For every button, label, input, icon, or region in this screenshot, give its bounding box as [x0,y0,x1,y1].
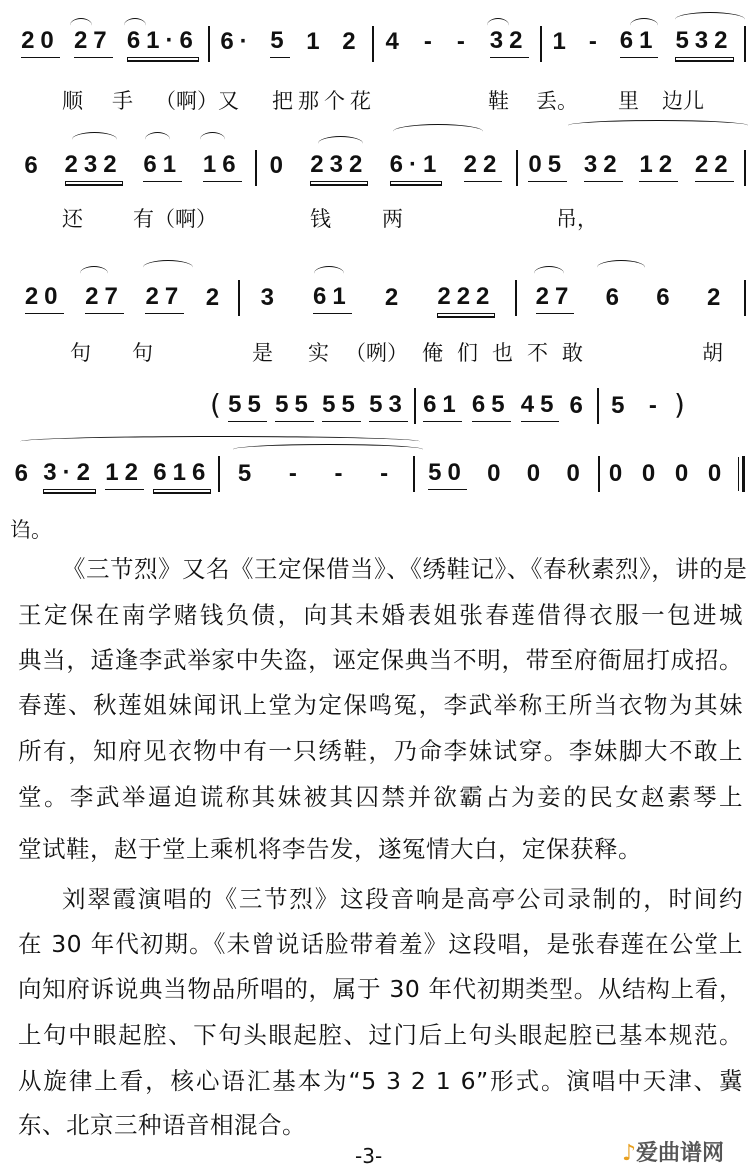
measure [376,28,538,58]
note-group: 22 [695,152,734,182]
slur-mark [314,266,344,281]
note-group: 0 [707,460,728,487]
barline [598,456,600,492]
barline [742,456,745,492]
lyric: 有（啊） [133,207,217,231]
measure [224,392,412,422]
lyric: 实 [308,341,329,365]
note-group: 55 [228,392,267,422]
note-group: 12 [639,152,678,182]
note-group: 0 [566,460,586,487]
note-group: - [380,460,395,487]
note-group: 3·2 [43,460,96,490]
note-group: 61 [143,152,182,182]
lyric: （咧） [345,341,408,365]
lyric: 边儿 [662,89,704,113]
note-group: - [648,392,663,419]
measure [212,28,370,58]
lyric: 鞋 [488,89,509,113]
text-line: 在 30 年代初期。《未曾说话脸带着羞》这段唱，是张春莲在公堂上 [18,930,743,958]
slur-mark [233,444,423,455]
lyric: 丢。 [536,89,578,113]
note-group: 2 [706,284,727,311]
note-group: 5 [237,460,258,487]
lyric: 两 [382,207,403,231]
note-group: 6 [24,152,44,179]
measure [222,460,410,490]
note-group: 6·1 [390,152,443,182]
note-group: 0 [641,460,662,487]
text-line: 东、北京三种语音相混合。 [18,1111,306,1139]
note-group: 27 [536,284,575,314]
note-group: 61 [620,28,659,58]
measure [418,460,596,490]
note-group: 6 [605,284,625,311]
note-group: - [456,28,471,55]
barline [218,456,220,492]
text-line: 向知府诉说典当物品所唱的，属于 30 年代初期类型。从结构上看， [18,975,743,1003]
text-line: 《三节烈》又名《王定保借当》、《绣鞋记》、《春秋素烈》，讲的是 [62,555,748,583]
note-group: 45 [521,392,560,422]
barline [744,280,746,316]
note-group: 32 [584,152,623,182]
note-group: 6 [14,460,34,487]
barline [597,388,599,424]
note-group: 22 [464,152,503,182]
watermark-text: 爱曲谱网 [636,1141,725,1166]
note-group: 6· [220,28,254,55]
lyric: 吊， [556,207,598,231]
note-group: 616 [153,460,211,490]
note-group: - [588,28,603,55]
lyric: 胡 [702,341,723,365]
note-group: 20 [25,284,64,314]
lyric: 把那个花 [272,89,376,113]
slur-mark [143,260,193,275]
note-group: 2 [384,284,405,311]
note-group: 50 [428,460,467,490]
measure [259,152,513,182]
note-group: 61 [313,284,352,314]
barline [372,26,374,62]
barline [414,388,416,424]
note-group: 16 [203,152,242,182]
slur-mark [318,136,363,151]
text-line: 所有，知府见衣物中有一只绣鞋，乃命李妹试穿。李妹脚大不敢上 [18,737,743,765]
lyric: 手 [112,89,133,113]
note-group: 5 [270,28,289,58]
lyric: （啊）又 [155,89,239,113]
text-line: 刘翠霞演唱的《三节烈》这段音响是高亭公司录制的，时间约 [62,885,743,913]
note-group: 55 [275,392,314,422]
lyric: 顺 [62,89,83,113]
note-group: 0 [608,460,629,487]
barline [255,150,257,186]
note-group: 27 [85,284,124,314]
measure [520,284,742,314]
measure [602,460,734,490]
text-line: 堂试鞋，赵于堂上乘机将李告发，遂冤情大白，定保获释。 [18,835,642,863]
note-group: 12 [105,460,144,490]
measure [14,284,236,314]
slur-mark [568,120,748,131]
barline [238,280,240,316]
measure [14,152,252,182]
barline [208,26,210,62]
lyric: 诌。 [10,518,52,542]
close-paren: ) [674,388,685,421]
note-group: 222 [437,284,495,314]
measure [602,392,672,422]
open-paren: ( [210,388,221,421]
lyric: 是 [252,341,273,365]
lyric: 句 [132,341,153,365]
slur-mark [393,124,483,139]
lyric: 俺们也不敢 [422,341,597,365]
slur-mark [597,260,645,275]
slur-mark [80,266,108,281]
text-line: 上句中眼起腔、下句头眼起腔、过门后上句头眼起腔已基本规范。 [18,1021,743,1049]
measure [14,28,206,58]
note-group: 05 [528,152,567,182]
note-group: 55 [322,392,361,422]
measure [244,284,512,314]
barline [515,280,517,316]
slur-mark [200,132,225,147]
slur-mark [72,132,117,147]
slur-mark [145,132,170,147]
note-group: 0 [269,152,289,179]
note-group: 27 [145,284,184,314]
text-line: 从旋律上看，核心语汇基本为“5 3 2 1 6”形式。演唱中天津、冀 [18,1067,743,1095]
note-group: 3 [260,284,280,311]
barline [413,456,415,492]
note-group: 232 [65,152,123,182]
slur-mark [534,266,564,281]
text-line: 王定保在南学赌钱负债，向其未婚表姐张春莲借得衣服一包进城 [18,601,743,629]
note-group: 1 [552,28,572,55]
text-line: 典当，适逢李武举家中失盗，诬定保典当不明，带至府衙屈打成招。 [18,646,743,674]
note-group: 6 [656,284,676,311]
note-group: 53 [369,392,408,422]
note-group: 2 [205,284,226,311]
note-group: 27 [74,28,113,58]
note-group: 0 [487,460,507,487]
music-note-icon: ♪ [622,1141,637,1166]
note-group: 1 [306,28,326,55]
note-group: - [334,460,349,487]
text-line: 春莲、秋莲姐妹闻讯上堂为定保鸣冤，李武举称王所当衣物为其妹 [18,691,743,719]
slur-mark [675,12,745,27]
note-group: - [423,28,438,55]
measure [10,460,216,490]
watermark [622,1136,724,1166]
measure [544,28,742,58]
note-group: 5 [611,392,631,419]
note-group: 0 [674,460,695,487]
barline [540,26,542,62]
note-group: 6 [569,392,589,419]
note-group: 61 [423,392,462,422]
lyric: 句 [70,341,91,365]
text-line: 堂。李武举逼迫谎称其妹被其囚禁并欲霸占为妾的民女赵素琴上 [18,783,743,811]
measure [418,392,594,422]
note-group: 32 [490,28,529,58]
note-group: 232 [310,152,368,182]
barline [744,150,746,186]
note-group: 2 [342,28,362,55]
lyric: 钱 [310,207,331,231]
note-group: 20 [21,28,60,58]
note-group: 61·6 [127,28,199,58]
page-number: -3- [355,1144,383,1166]
note-group: - [288,460,303,487]
lyric: 还 [62,207,83,231]
barline [516,150,518,186]
lyric: 里 [618,89,639,113]
note-group: 4 [385,28,405,55]
barline [744,26,746,62]
note-group: 65 [472,392,511,422]
note-group: 0 [526,460,547,487]
note-group: 532 [675,28,733,58]
measure [520,152,742,182]
